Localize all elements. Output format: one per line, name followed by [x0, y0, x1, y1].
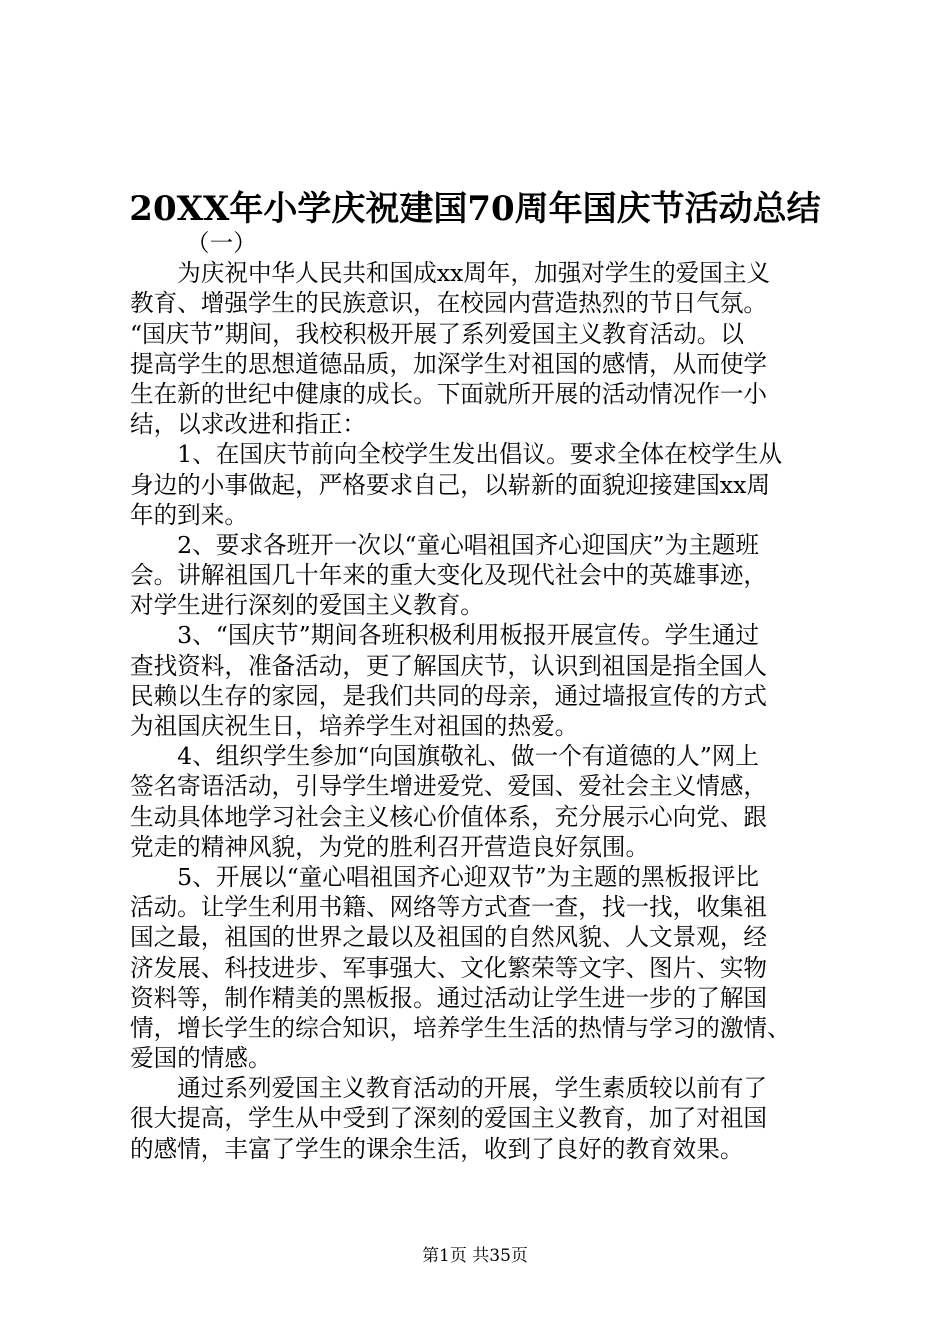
body-line: 济发展、科技进步、军事强大、文化繁荣等文字、图片、实物	[130, 953, 768, 982]
body-line: 1、在国庆节前向全校学生发出倡议。要求全体在校学生从	[130, 440, 783, 469]
document-body	[130, 228, 830, 1164]
body-line: 民赖以生存的家园，是我们共同的母亲，通过墙报宣传的方式	[130, 681, 768, 710]
body-line: 资料等，制作精美的黑板报。通过活动让学生进一步的了解国	[130, 983, 768, 1012]
body-line: 身边的小事做起，严格要求自己，以崭新的面貌迎接建国xx周	[130, 470, 771, 499]
body-line: 提高学生的思想道德品质，加深学生对祖国的感情，从而使学	[130, 349, 768, 378]
body-line: 对学生进行深刻的爱国主义教育。	[130, 591, 484, 620]
body-line: 党走的精神风貌，为党的胜利召开营造良好氛围。	[130, 832, 650, 861]
body-line: 生动具体地学习社会主义核心价值体系，充分展示心向党、跟	[130, 802, 768, 831]
body-line: 情，增长学生的综合知识，培养学生生活的热情与学习的激情、	[130, 1013, 791, 1042]
body-line: 结，以求改进和指正：	[130, 410, 366, 439]
body-line: 生在新的世纪中健康的成长。下面就所开展的活动情况作一小	[130, 379, 768, 408]
body-line: 4、组织学生参加“向国旗敬礼、做一个有道德的人”网上	[130, 742, 759, 771]
body-line: 教育、增强学生的民族意识，在校园内营造热烈的节日气氛。	[130, 289, 768, 318]
body-line: 很大提高，学生从中受到了深刻的爱国主义教育，加了对祖国	[130, 1104, 768, 1133]
body-line: 为庆祝中华人民共和国成xx周年，加强对学生的爱国主义	[130, 259, 771, 288]
body-line: 5、开展以“童心唱祖国齐心迎双节”为主题的黑板报评比	[130, 862, 759, 891]
document-title: 20XX年小学庆祝建国70周年国庆节活动总结	[129, 189, 821, 229]
body-line: 查找资料，准备活动，更了解国庆节，认识到祖国是指全国人	[130, 651, 768, 680]
page-number-footer: 第1页 共35页	[422, 1246, 528, 1266]
body-line: 3、“国庆节”期间各班积极利用板报开展宣传。学生通过	[130, 621, 759, 650]
body-line: 会。讲解祖国几十年来的重大变化及现代社会中的英雄事迹，	[130, 561, 768, 590]
body-line: “国庆节”期间，我校积极开展了系列爱国主义教育活动。以	[130, 319, 744, 348]
body-line: 爱国的情感。	[130, 1044, 272, 1073]
body-line: 国之最，祖国的世界之最以及祖国的自然风貌、人文景观，经	[130, 923, 768, 952]
body-line: 通过系列爱国主义教育活动的开展，学生素质较以前有了	[130, 1074, 768, 1103]
body-line: 为祖国庆祝生日，培养学生对祖国的热爱。	[130, 712, 579, 740]
body-line: 的感情，丰富了学生的课余生活，收到了良好的教育效果。	[130, 1134, 744, 1163]
section-label: （一）	[186, 229, 257, 257]
body-line: 签名寄语活动，引导学生增进爱党、爱国、爱社会主义情感，	[130, 772, 768, 801]
body-line: 活动。让学生利用书籍、网络等方式查一查，找一找，收集祖	[130, 893, 768, 922]
body-line: 2、要求各班开一次以“童心唱祖国齐心迎国庆”为主题班	[130, 530, 759, 559]
body-line: 年的到来。	[130, 500, 248, 529]
